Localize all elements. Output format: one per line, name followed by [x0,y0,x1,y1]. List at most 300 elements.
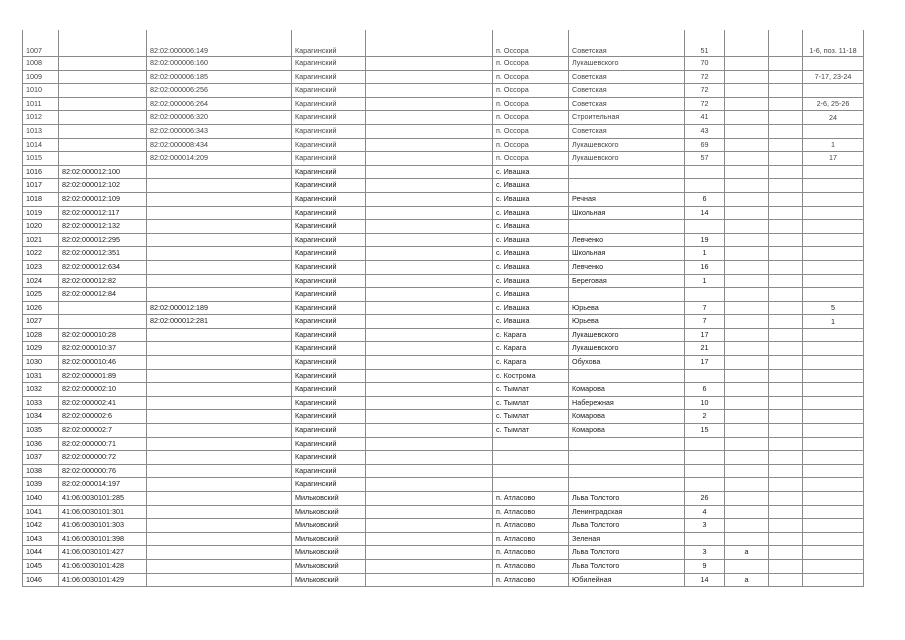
cadastral-number-cell: 41:06:0030101:428 [59,559,147,573]
house-number-cell [685,165,725,179]
district-cell: Мильковский [292,519,366,533]
table-row [23,478,864,492]
blank-cell [366,247,493,261]
blank-cell [769,206,803,220]
blank-cell [366,274,493,288]
house-letter-cell [725,70,769,84]
blank-cell [769,84,803,98]
table-row [23,179,864,193]
table-row [23,152,864,166]
cadastral-number-cell: 82:02:000000:76 [59,464,147,478]
street-cell: Льва Толстого [569,492,685,506]
house-number-cell: 43 [685,124,725,138]
cadastral-number-cell: 82:02:000012:295 [59,233,147,247]
house-number-cell: 10 [685,396,725,410]
cadastral-number-cell: 82:02:000012:82 [59,274,147,288]
district-cell: Карагинский [292,179,366,193]
blank-cell [366,206,493,220]
blank-cell [366,192,493,206]
table-row [23,519,864,533]
house-letter-cell [725,152,769,166]
table-row [23,233,864,247]
blank-cell [769,424,803,438]
cadastral-number-cell: 82:02:000001:89 [59,369,147,383]
house-number-cell: 6 [685,383,725,397]
house-letter-cell [725,84,769,98]
table-row [23,301,864,315]
table-row [23,57,864,71]
row-number-cell: 1037 [23,451,59,465]
house-letter-cell [725,492,769,506]
house-letter-cell [725,519,769,533]
street-cell: Комарова [569,424,685,438]
table-row [23,532,864,546]
table-row [23,84,864,98]
cadastral-number-alt-cell [147,451,292,465]
settlement-cell: с. Карага [493,328,569,342]
settlement-cell: с. Ивашка [493,233,569,247]
blank-cell [366,369,493,383]
row-number-cell: 1024 [23,274,59,288]
house-letter-cell [725,328,769,342]
street-cell: Набережная [569,396,685,410]
street-cell [569,478,685,492]
house-number-cell: 14 [685,206,725,220]
house-letter-cell [725,138,769,152]
district-cell: Карагинский [292,328,366,342]
apartments-note-cell [803,532,864,546]
cadastral-number-cell: 41:06:0030101:301 [59,505,147,519]
blank-cell [366,84,493,98]
blank-cell [366,152,493,166]
house-number-cell [685,532,725,546]
blank-cell [366,451,493,465]
blank-cell [366,519,493,533]
cadastral-number-cell: 41:06:0030101:285 [59,492,147,506]
district-cell: Мильковский [292,492,366,506]
settlement-cell: с. Карага [493,342,569,356]
apartments-note-cell: 2-6, 25-26 [803,97,864,111]
house-number-cell: 7 [685,315,725,329]
district-cell: Мильковский [292,505,366,519]
settlement-cell: п. Оссора [493,97,569,111]
blank-cell [769,165,803,179]
table-row [23,97,864,111]
row-number-cell: 1012 [23,111,59,125]
row-number-cell: 1018 [23,192,59,206]
house-letter-cell [725,30,769,57]
row-number-cell: 1014 [23,138,59,152]
blank-cell [366,396,493,410]
row-number-cell: 1020 [23,220,59,234]
cadastral-number-alt-cell [147,383,292,397]
row-number-cell: 1041 [23,505,59,519]
street-cell: Речная [569,192,685,206]
blank-cell [769,546,803,560]
house-letter-cell [725,559,769,573]
house-number-cell: 6 [685,192,725,206]
cadastral-number-cell: 41:06:0030101:429 [59,573,147,587]
row-number-cell: 1026 [23,301,59,315]
settlement-cell: с. Карага [493,356,569,370]
settlement-cell: п. Оссора [493,70,569,84]
blank-cell [366,492,493,506]
settlement-cell: п. Оссора [493,152,569,166]
blank-cell [366,424,493,438]
cadastral-number-alt-cell: 82:02:000006:149 [147,30,292,57]
house-number-cell: 16 [685,260,725,274]
district-cell: Карагинский [292,437,366,451]
row-number-cell: 1033 [23,396,59,410]
district-cell: Карагинский [292,111,366,125]
blank-cell [366,315,493,329]
house-number-cell: 41 [685,111,725,125]
table-row [23,260,864,274]
cadastral-number-alt-cell: 82:02:000012:281 [147,315,292,329]
district-cell: Мильковский [292,559,366,573]
apartments-note-cell [803,274,864,288]
apartments-note-cell [803,206,864,220]
settlement-cell: п. Оссора [493,30,569,57]
settlement-cell: с. Кострома [493,369,569,383]
district-cell: Мильковский [292,546,366,560]
apartments-note-cell [803,505,864,519]
blank-cell [769,97,803,111]
cadastral-number-alt-cell [147,179,292,193]
table-row [23,573,864,587]
apartments-note-cell [803,192,864,206]
district-cell: Карагинский [292,451,366,465]
cadastral-number-alt-cell [147,356,292,370]
settlement-cell: с. Тымлат [493,383,569,397]
settlement-cell: с. Ивашка [493,301,569,315]
house-letter-cell [725,424,769,438]
district-cell: Карагинский [292,315,366,329]
house-letter-cell [725,274,769,288]
blank-cell [769,138,803,152]
cadastral-number-alt-cell [147,342,292,356]
settlement-cell: п. Оссора [493,57,569,71]
house-number-cell: 69 [685,138,725,152]
district-cell: Карагинский [292,165,366,179]
table-row [23,206,864,220]
row-number-cell: 1019 [23,206,59,220]
settlement-cell [493,464,569,478]
blank-cell [769,519,803,533]
apartments-note-cell [803,179,864,193]
table-row [23,546,864,560]
street-cell: Левченко [569,233,685,247]
blank-cell [769,179,803,193]
blank-cell [366,342,493,356]
settlement-cell: п. Атласово [493,559,569,573]
blank-cell [769,111,803,125]
table-row [23,70,864,84]
cadastral-number-alt-cell [147,288,292,302]
house-letter-cell [725,369,769,383]
district-cell: Карагинский [292,70,366,84]
blank-cell [366,383,493,397]
district-cell: Карагинский [292,410,366,424]
row-number-cell: 1022 [23,247,59,261]
house-number-cell [685,451,725,465]
street-cell: Зеленая [569,532,685,546]
cadastral-number-alt-cell [147,519,292,533]
cadastral-number-cell: 82:02:000012:634 [59,260,147,274]
cadastral-number-cell [59,30,147,57]
street-cell: Юбилейная [569,573,685,587]
cadastral-number-cell [59,57,147,71]
blank-cell [366,505,493,519]
table-row [23,559,864,573]
district-cell: Карагинский [292,57,366,71]
cadastral-number-alt-cell [147,505,292,519]
cadastral-number-alt-cell [147,396,292,410]
settlement-cell: с. Ивашка [493,192,569,206]
house-number-cell: 72 [685,97,725,111]
blank-cell [366,124,493,138]
street-cell: Советская [569,30,685,57]
cadastral-number-cell: 82:02:000012:102 [59,179,147,193]
blank-cell [769,369,803,383]
blank-cell [366,328,493,342]
row-number-cell: 1009 [23,70,59,84]
house-number-cell: 1 [685,274,725,288]
row-number-cell: 1030 [23,356,59,370]
row-number-cell: 1017 [23,179,59,193]
blank-cell [366,179,493,193]
house-letter-cell [725,451,769,465]
house-number-cell: 17 [685,356,725,370]
street-cell [569,179,685,193]
table-row [23,396,864,410]
cadastral-number-cell: 82:02:000000:71 [59,437,147,451]
blank-cell [366,288,493,302]
apartments-note-cell [803,247,864,261]
settlement-cell: п. Оссора [493,84,569,98]
house-number-cell: 19 [685,233,725,247]
table-row [23,288,864,302]
district-cell: Мильковский [292,532,366,546]
house-letter-cell [725,396,769,410]
row-number-cell: 1036 [23,437,59,451]
house-letter-cell [725,383,769,397]
row-number-cell: 1011 [23,97,59,111]
district-cell: Карагинский [292,124,366,138]
house-number-cell: 4 [685,505,725,519]
district-cell: Карагинский [292,206,366,220]
apartments-note-cell [803,478,864,492]
settlement-cell: с. Тымлат [493,410,569,424]
street-cell [569,165,685,179]
blank-cell [769,573,803,587]
house-number-cell: 3 [685,519,725,533]
house-letter-cell [725,192,769,206]
row-number-cell: 1044 [23,546,59,560]
settlement-cell [493,451,569,465]
table-body [23,30,864,587]
district-cell: Карагинский [292,220,366,234]
cadastral-number-cell [59,124,147,138]
cadastral-number-alt-cell [147,328,292,342]
cadastral-number-cell [59,315,147,329]
house-number-cell: 51 [685,30,725,57]
cadastral-number-alt-cell: 82:02:000006:160 [147,57,292,71]
row-number-cell: 1034 [23,410,59,424]
blank-cell [366,356,493,370]
cadastral-number-cell: 41:06:0030101:303 [59,519,147,533]
street-cell: Комарова [569,410,685,424]
table-row [23,220,864,234]
apartments-note-cell: 1-6, поз. 11-18 [803,30,864,57]
settlement-cell: п. Оссора [493,138,569,152]
apartments-note-cell [803,233,864,247]
table-row [23,124,864,138]
cadastral-number-cell [59,111,147,125]
cadastral-number-alt-cell [147,437,292,451]
cadastral-number-alt-cell: 82:02:000012:189 [147,301,292,315]
house-letter-cell [725,464,769,478]
cadastral-number-cell: 82:02:000012:132 [59,220,147,234]
apartments-note-cell [803,356,864,370]
cadastral-number-alt-cell [147,546,292,560]
apartments-note-cell [803,437,864,451]
table-row [23,328,864,342]
cadastral-number-alt-cell [147,274,292,288]
cadastral-number-alt-cell [147,233,292,247]
cadastral-number-cell: 82:02:000002:10 [59,383,147,397]
district-cell: Карагинский [292,424,366,438]
cadastral-number-cell: 82:02:000012:84 [59,288,147,302]
apartments-note-cell [803,220,864,234]
blank-cell [769,356,803,370]
row-number-cell: 1042 [23,519,59,533]
cadastral-number-alt-cell [147,260,292,274]
district-cell: Карагинский [292,288,366,302]
district-cell: Карагинский [292,274,366,288]
cadastral-number-alt-cell [147,559,292,573]
house-number-cell [685,179,725,193]
house-number-cell: 14 [685,573,725,587]
district-cell: Карагинский [292,30,366,57]
blank-cell [366,233,493,247]
blank-cell [366,165,493,179]
row-number-cell: 1031 [23,369,59,383]
table-row [23,356,864,370]
apartments-note-cell [803,124,864,138]
street-cell [569,464,685,478]
apartments-note-cell: 17 [803,152,864,166]
street-cell: Советская [569,70,685,84]
street-cell: Строительная [569,111,685,125]
blank-cell [366,70,493,84]
house-number-cell: 72 [685,70,725,84]
table-row [23,138,864,152]
house-number-cell [685,437,725,451]
blank-cell [366,220,493,234]
cadastral-number-alt-cell [147,165,292,179]
cadastral-number-cell: 82:02:000010:37 [59,342,147,356]
house-number-cell: 21 [685,342,725,356]
district-cell: Карагинский [292,369,366,383]
district-cell: Карагинский [292,342,366,356]
street-cell [569,369,685,383]
district-cell: Карагинский [292,233,366,247]
apartments-note-cell [803,57,864,71]
house-number-cell: 3 [685,546,725,560]
street-cell: Льва Толстого [569,519,685,533]
street-cell: Льва Толстого [569,546,685,560]
settlement-cell: с. Тымлат [493,396,569,410]
apartments-note-cell [803,328,864,342]
table-row [23,315,864,329]
house-number-cell [685,220,725,234]
house-number-cell: 1 [685,247,725,261]
blank-cell [769,274,803,288]
street-cell: Юрьева [569,301,685,315]
house-letter-cell [725,206,769,220]
settlement-cell: п. Атласово [493,492,569,506]
apartments-note-cell: 1 [803,138,864,152]
cadastral-number-alt-cell [147,492,292,506]
row-number-cell: 1035 [23,424,59,438]
cadastral-number-cell: 82:02:000000:72 [59,451,147,465]
settlement-cell: с. Ивашка [493,179,569,193]
settlement-cell: п. Атласово [493,573,569,587]
blank-cell [769,396,803,410]
house-letter-cell [725,97,769,111]
cadastral-number-cell: 82:02:000010:46 [59,356,147,370]
blank-cell [366,138,493,152]
cadastral-number-alt-cell: 82:02:000006:256 [147,84,292,98]
house-number-cell: 26 [685,492,725,506]
apartments-note-cell: 5 [803,301,864,315]
house-number-cell: 72 [685,84,725,98]
table-row [23,30,864,57]
row-number-cell: 1021 [23,233,59,247]
row-number-cell: 1027 [23,315,59,329]
cadastral-number-alt-cell [147,424,292,438]
settlement-cell: с. Ивашка [493,288,569,302]
cadastral-number-cell: 82:02:000012:117 [59,206,147,220]
cadastral-number-alt-cell [147,247,292,261]
apartments-note-cell [803,84,864,98]
cadastral-number-cell: 82:02:000002:6 [59,410,147,424]
cadastral-number-alt-cell [147,192,292,206]
table-row [23,424,864,438]
table-row [23,383,864,397]
cadastral-number-alt-cell: 82:02:000006:320 [147,111,292,125]
cadastral-number-cell: 82:02:000012:351 [59,247,147,261]
apartments-note-cell [803,342,864,356]
apartments-note-cell [803,396,864,410]
street-cell: Льва Толстого [569,559,685,573]
table-row [23,464,864,478]
settlement-cell: с. Ивашка [493,165,569,179]
cadastral-number-alt-cell: 82:02:000006:343 [147,124,292,138]
house-letter-cell [725,301,769,315]
cadastral-number-cell: 82:02:000014:197 [59,478,147,492]
house-number-cell [685,369,725,383]
settlement-cell: п. Оссора [493,124,569,138]
row-number-cell: 1023 [23,260,59,274]
district-cell: Карагинский [292,383,366,397]
blank-cell [366,464,493,478]
table-row [23,192,864,206]
house-letter-cell: а [725,573,769,587]
house-letter-cell [725,505,769,519]
apartments-note-cell [803,519,864,533]
